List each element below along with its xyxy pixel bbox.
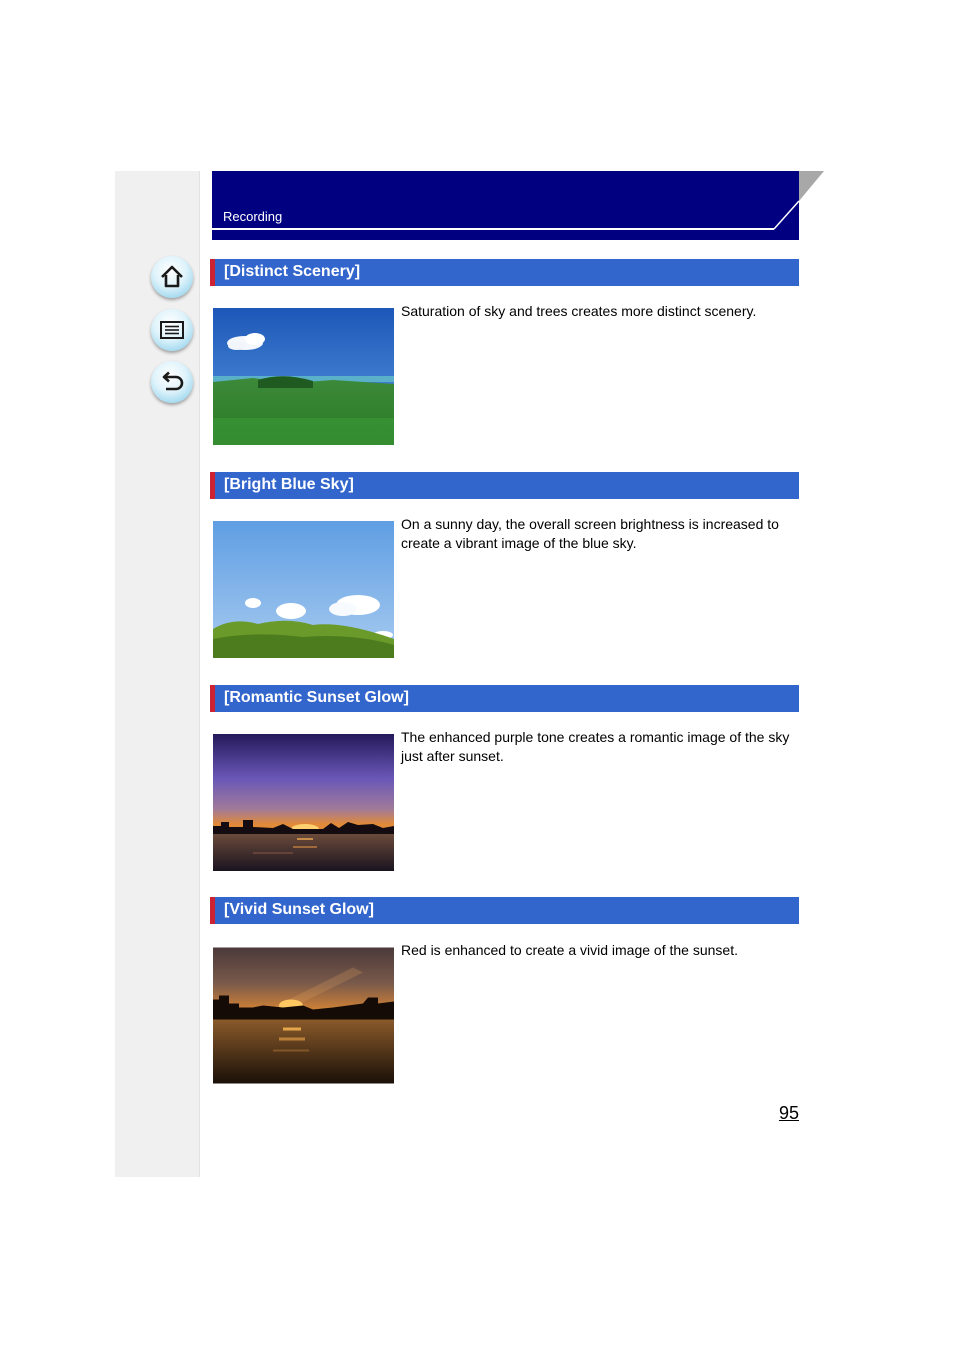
section-title: [Vivid Sunset Glow] (224, 901, 374, 918)
header-underline (212, 228, 774, 230)
back-arrow-icon (158, 368, 186, 396)
home-button[interactable] (151, 256, 193, 298)
menu-list-button[interactable] (151, 309, 193, 351)
home-icon (158, 263, 186, 291)
section-description: Saturation of sky and trees creates more distinct scenery. (401, 303, 757, 319)
section-description: The enhanced purple tone creates a romantic image of the sky just after sunset. (401, 729, 790, 764)
menu-list-icon (158, 316, 186, 344)
header-corner-decoration (760, 171, 824, 240)
bright-blue-sky-photo (213, 521, 394, 658)
section-description: On a sunny day, the overall screen brightness is increased to create a vibrant image of the blue sky. (401, 516, 779, 551)
section-title: [Distinct Scenery] (224, 263, 361, 280)
section-header-distinct-scenery (210, 259, 799, 286)
section-title: [Romantic Sunset Glow] (224, 689, 409, 706)
section-header-vivid-sunset-glow (210, 897, 799, 924)
page-number: 95 (778, 1103, 799, 1123)
vivid-sunset-photo (213, 947, 394, 1084)
chapter-label: Recording (223, 209, 283, 224)
chapter-header (212, 171, 799, 240)
back-button[interactable] (151, 361, 193, 403)
distinct-scenery-photo (213, 308, 394, 445)
romantic-sunset-photo (213, 734, 394, 871)
section-header-romantic-sunset-glow (210, 685, 799, 712)
section-title: [Bright Blue Sky] (224, 476, 354, 493)
section-header-bright-blue-sky (210, 472, 799, 499)
section-description: Red is enhanced to create a vivid image of the sunset. (401, 942, 738, 958)
